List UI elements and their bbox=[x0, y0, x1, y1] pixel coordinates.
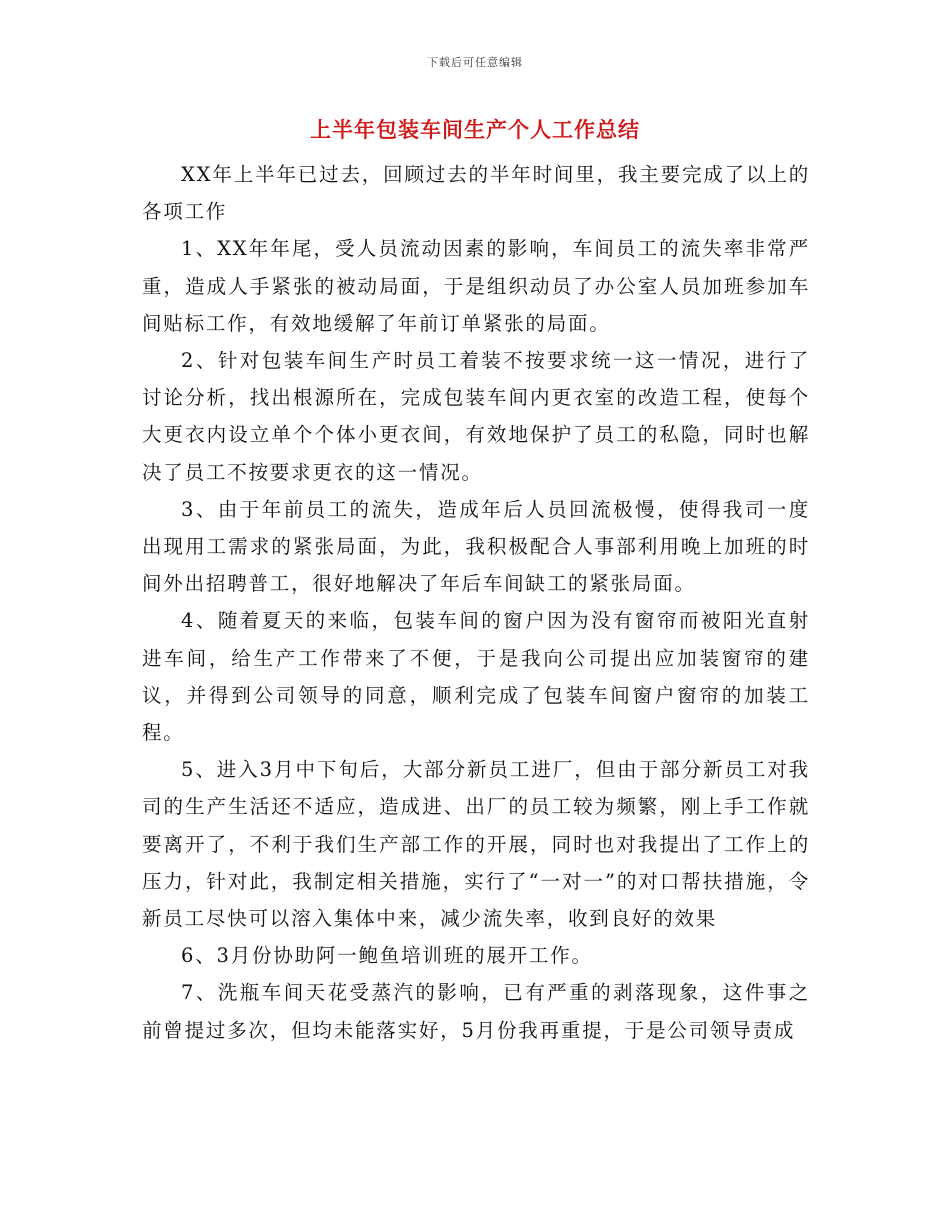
paragraph-item-1: 1、XX年年尾，受人员流动因素的影响，车间员工的流失率非常严重，造成人手紧张的被动局面，于是组织动员了办公室人员加班参加车间贴标工作，有效地缓解了年前订单紧张的局面。 bbox=[142, 237, 810, 335]
paragraph-item-2: 2、针对包装车间生产时员工着装不按要求统一这一情况，进行了讨论分析，找出根源所在，完成包装车间内更衣室的改造工程，使每个大更衣内设立单个个体小更衣间，有效地保护了员工的私隐，同时也解决了员工不按要求更衣的这一情况。 bbox=[142, 349, 810, 484]
paragraph-item-5: 5、进入3月中下旬后，大部分新员工进厂，但由于部分新员工对我司的生产生活还不适应，造成进、出厂的员工较为频繁，刚上手工作就要离开了，不利于我们生产部工作的开展，同时也对我提出了工作上的压力，针对此，我制定相关措施，实行了“一对一”的对口帮扶措施，令新员工尽快可以溶入集体中来，减少流失率，收到良好的效果 bbox=[142, 758, 810, 931]
paragraph-item-4: 4、随着夏天的来临，包装车间的窗户因为没有窗帘而被阳光直射进车间，给生产工作带来了不便，于是我向公司提出应加装窗帘的建议，并得到公司领导的同意，顺利完成了包装车间窗户窗帘的加装工程。 bbox=[142, 609, 810, 745]
paragraph-item-3: 3、由于年前员工的流失，造成年后人员回流极慢，使得我司一度出现用工需求的紧张局面，为此，我积极配合人事部利用晚上加班的时间外出招聘普工，很好地解决了年后车间缺工的紧张局面。 bbox=[142, 497, 810, 596]
document-body bbox=[142, 156, 810, 1049]
paragraph-item-6: 6、3月份协助阿一鲍鱼培训班的展开工作。 bbox=[181, 944, 593, 968]
document-title: 上半年包装车间生产个人工作总结 bbox=[310, 118, 640, 142]
paragraph-intro: XX年上半年已过去，回顾过去的半年时间里，我主要完成了以上的各项工作 bbox=[142, 163, 810, 224]
header-note: 下载后可任意编辑 bbox=[427, 56, 523, 69]
paragraph-item-7: 7、洗瓶车间天花受蒸汽的影响，已有严重的剥落现象，这件事之前曾提过多次，但均未能落实好，5月份我再重提，于是公司领导责成 bbox=[142, 981, 810, 1042]
